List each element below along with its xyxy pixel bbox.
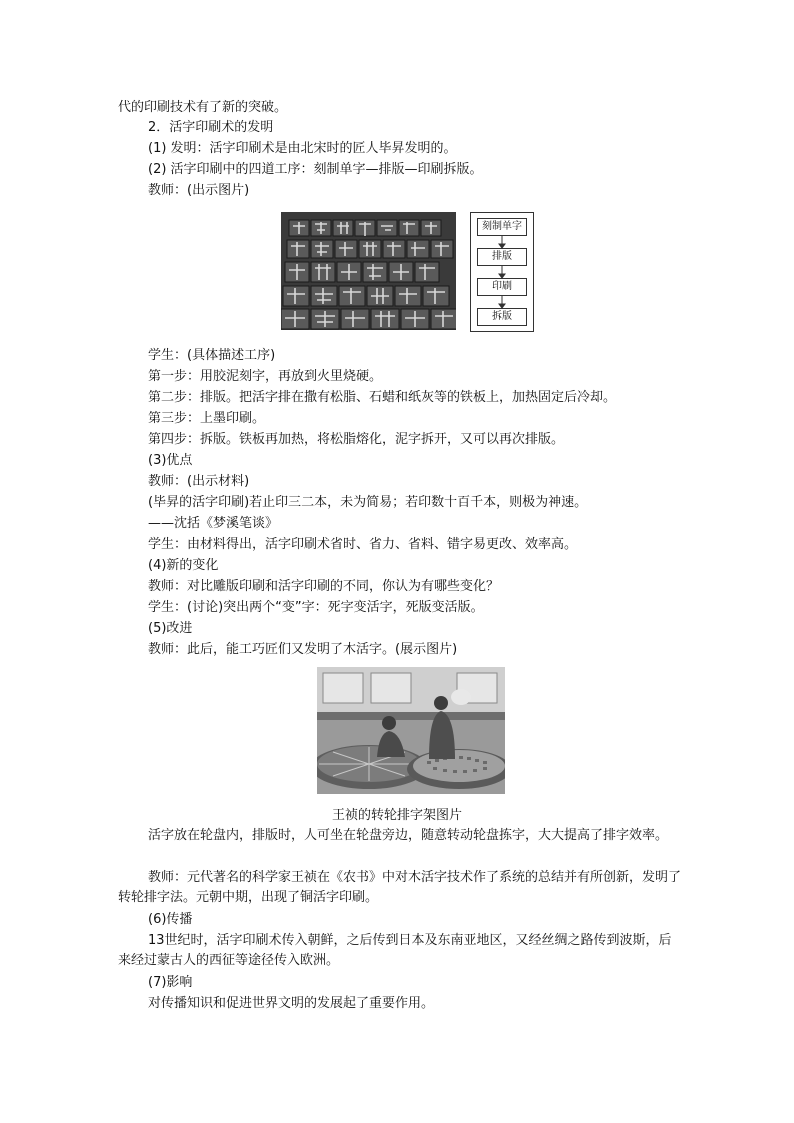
flow-step-typeset: 排版 — [477, 248, 527, 266]
process-flowchart — [470, 212, 534, 332]
quote-line: (毕昇的活字印刷)若止印三二本，未为简易；若印数十百千本，则极为神速。 — [148, 495, 588, 510]
type-block-illustration — [281, 212, 456, 330]
flow-step-disassemble: 拆版 — [477, 308, 527, 326]
section-heading: (7)影响 — [148, 975, 193, 990]
wheel-scene-illustration — [317, 667, 505, 794]
text-line: 第四步：拆版。铁板再加热，将松脂熔化，泥字拆开，又可以再次排版。 — [148, 432, 565, 447]
text-line: 教师：此后，能工巧匠们又发明了木活字。(展示图片) — [148, 642, 458, 657]
rotating-wheel-photo — [317, 667, 505, 794]
text-line: 学生：由材料得出，活字印刷术省时、省力、省料、错字易更改、效率高。 — [148, 537, 578, 552]
text-line: 教师：对比雕版印刷和活字印刷的不同，你认为有哪些变化？ — [148, 579, 500, 594]
text-line: 代的印刷技术有了新的突破。 — [118, 100, 288, 115]
text-line: 学生：(讨论)突出两个“变”字：死字变活字，死版变活版。 — [148, 600, 484, 615]
section-heading: (4)新的变化 — [148, 558, 219, 573]
flow-step-print: 印刷 — [477, 278, 527, 296]
flow-step-carve: 刻制单字 — [477, 218, 527, 236]
flow-arrows — [471, 213, 533, 331]
image-caption: 王祯的转轮排字架图片 — [331, 808, 462, 823]
text-line: (1) 发明：活字印刷术是由北宋时的匠人毕昇发明的。 — [148, 141, 457, 156]
text-line: (2) 活字印刷中的四道工序：刻制单字—排版—印刷拆版。 — [148, 162, 483, 177]
text-line: 教师：(出示图片) — [148, 183, 250, 198]
text-line: 教师：(出示材料) — [148, 474, 250, 489]
paragraph: 活字放在轮盘内，排版时，人可坐在轮盘旁边，随意转动轮盘拣字，大大提高了排字效率。 — [148, 828, 669, 843]
text-line: 对传播知识和促进世界文明的发展起了重要作用。 — [148, 996, 435, 1011]
section-heading: 2．活字印刷术的发明 — [148, 120, 274, 135]
quote-source: ——沈括《梦溪笔谈》 — [148, 516, 279, 531]
section-heading: (6)传播 — [148, 912, 193, 927]
text-line: 第三步：上墨印刷。 — [148, 411, 266, 426]
paragraph: 教师：元代著名的科学家王祯在《农书》中对木活字技术作了系统的总结并有所创新，发明了转轮排字法。元朝中期，出现了铜活字印刷。 — [118, 870, 682, 905]
paragraph: 13世纪时，活字印刷术传入朝鲜，之后传到日本及东南亚地区，又经丝绸之路传到波斯，后来经过蒙古人的西征等途径传入欧洲。 — [118, 933, 672, 968]
text-line: 第二步：排版。把活字排在撒有松脂、石蜡和纸灰等的铁板上，加热固定后冷却。 — [148, 390, 617, 405]
text-line: 学生：(具体描述工序) — [148, 348, 276, 363]
section-heading: (3)优点 — [148, 453, 193, 468]
type-block-photo — [281, 212, 456, 330]
section-heading: (5)改进 — [148, 621, 193, 636]
text-line: 第一步：用胶泥刻字，再放到火里烧硬。 — [148, 369, 383, 384]
